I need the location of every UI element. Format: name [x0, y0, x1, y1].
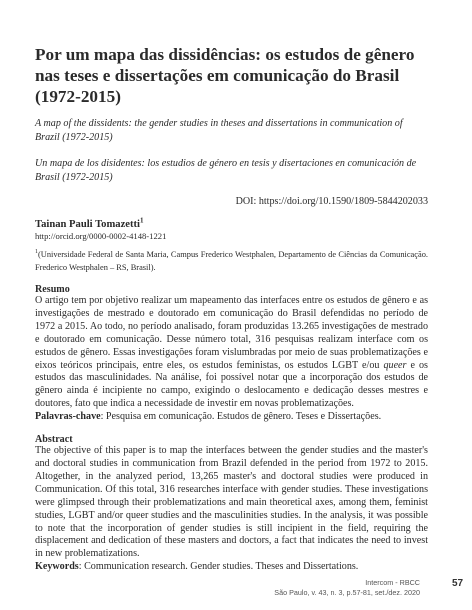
journal-volume: São Paulo, v. 43, n. 3, p.57-81, set./dez. 2020	[274, 588, 420, 597]
spanish-title: Un mapa de los disidentes: los estudios de género en tesis y disertaciones en comunicación de Brasil (1972-2015)	[35, 158, 417, 183]
author-footnote-marker: 1	[139, 216, 144, 225]
keywords-pt: : Pesquisa em comunicação. Estudos de gênero. Teses e Dissertações.	[100, 411, 382, 423]
resumo-keywords	[35, 411, 428, 424]
abstract-keywords	[35, 561, 428, 574]
resumo-text: O artigo tem por objetivo realizar um mapeamento das interfaces entre os estudos de gênero e as investigações de mestrado e doutorado em comunicação do Brasil defendidas no período de 1972 a 2015. Ao todo, no período analisado, foram produzidas 13.265 investigações de mestrado e doutorado em comunicação. Desse número total, 316 pesquisas realizam interface com os estudos de gênero. Essas investigações foram vislumbradas por meio de suas problematizações e eixos teóricos principais, entre eles, os estudos feministas, os estudos LGBT e/ou queer e os estudos das masculinidades. Na análise, foi possível notar que a incorporação dos estudos de gênero ainda é incipiente no campo, exigindo o deslocamento e dedicação desses mestres e doutores, fato que indica a necessidade de investir em novas problematizações.	[35, 295, 428, 410]
page-number: 57	[452, 578, 464, 589]
resumo-heading: Resumo	[35, 284, 70, 295]
author-name: Tainan Pauli Tomazetti	[35, 219, 140, 230]
affiliation-marker: 1	[35, 249, 38, 256]
article-title: Por um mapa das dissidências: os estudos de gênero nas teses e dissertações em comunicação do Brasil (1972-2015)	[35, 45, 415, 106]
article-first-page	[35, 44, 428, 574]
author-affiliation	[35, 249, 428, 274]
keywords-label-pt: Palavras-chave	[35, 411, 101, 423]
keywords-en: : Communication research. Gender studies. Theses and Dissertations.	[78, 561, 359, 573]
author-orcid-link[interactable]: http://orcid.org/0000-0002-4148-1221	[35, 231, 167, 241]
abstract-heading: Abstract	[35, 434, 73, 446]
keywords-label-en: Keywords	[35, 561, 79, 573]
footer-citation	[274, 578, 420, 598]
doi-link[interactable]: DOI: https://doi.org/10.1590/1809-5844202033	[235, 196, 428, 207]
abstract-text: The objective of this paper is to map the interfaces between the gender studies and the master's and doctoral studies in communication from Brazil defended in the period from 1972 to 2015. Altogether, in the analyzed period, 13,265 master's and doctoral studies were produced in Communication. Of this total, 316 researches interface with gender studies. These investigations were glimpsed through their problematizations and main theoretical axes, among them, feminist studies, LGBT and/or queer studies and the masculinities studies. In the analysis, it was possible to note that the incorporation of gender studies is still incipient in the field, requiring the displacement and dedication of these masters and doctors, a fact that indicates the need to invest in new problematizations.	[35, 445, 428, 560]
english-title: A map of the dissidents: the gender studies in theses and dissertations in communication of Brazil (1972-2015)	[35, 118, 403, 143]
author-block	[35, 216, 428, 230]
affiliation-text: (Universidade Federal de Santa Maria, Campus Frederico Westphalen, Departamento de Ciências da Comunicação. Frederico Westphalen – RS, Brasil).	[35, 250, 428, 272]
journal-name: Intercom - RBCC	[365, 578, 420, 587]
